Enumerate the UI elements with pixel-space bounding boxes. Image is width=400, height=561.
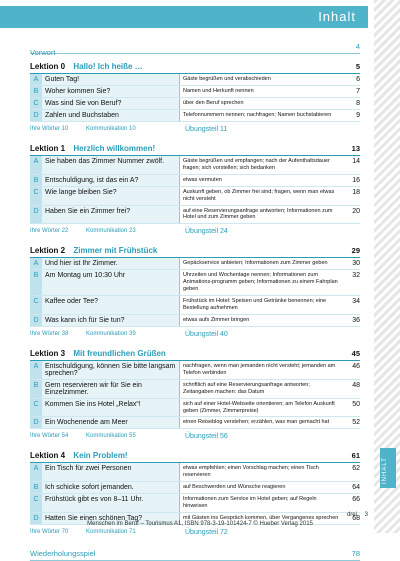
row-page: 30 (352, 260, 360, 268)
lesson-title: Hallo! Ich heiße … (73, 62, 143, 71)
row-description: etwas vermuten (179, 175, 342, 186)
credits: Menschen im Beruf – Tourismus A1, ISBN 978-3-19-101424-7 © Hueber Verlag 2015 (87, 521, 313, 527)
row-description: Frühstück im Hotel: Speisen und Getränke benennen; eine Bestellung aufnehmen (179, 296, 342, 314)
row-title: Guten Tag! (42, 74, 179, 85)
lesson-footer (30, 125, 360, 136)
row-title: Frühstück gibt es von 8–11 Uhr. (42, 494, 179, 512)
kommunikation-link[interactable]: Kommunikation 71 (86, 528, 136, 535)
kommunikation-link[interactable]: Kommunikation 39 (86, 330, 136, 337)
lesson-page: 13 (351, 144, 360, 153)
toc-row[interactable] (30, 258, 360, 270)
row-page: 62 (352, 465, 360, 473)
lesson-title: Kein Problem! (73, 451, 128, 461)
row-title: Kaffee oder Tee? (42, 296, 179, 314)
lesson-section (30, 244, 360, 340)
row-page: 9 (356, 112, 360, 119)
page-number: 3 (364, 512, 368, 518)
row-description: etwas aufs Zimmer bringen (179, 315, 342, 326)
lesson-footer (30, 432, 360, 443)
row-page: 36 (352, 316, 360, 324)
vorwort-label[interactable]: Vorwort (30, 48, 56, 57)
row-letter: D (30, 417, 42, 428)
lesson-title: Zimmer mit Frühstück (73, 246, 158, 256)
row-description: auf Beschwerden und Wünsche reagieren (179, 482, 342, 493)
row-description: Telefonnummern nennen; nachfragen; Namen buchstabieren (179, 110, 342, 121)
lesson-id: Lektion 2 (30, 246, 66, 256)
wiederholung-label[interactable]: Wiederholungsspiel (30, 548, 96, 558)
row-description: auf eine Reservierungsanfrage antworten; Informationen zum Hotel und zum Zimmer geben (179, 206, 342, 224)
lesson-heading (30, 144, 155, 153)
row-letter: A (30, 361, 42, 379)
row-title: Ein Tisch für zwei Personen (42, 463, 179, 481)
lesson-id: Lektion 0 (30, 62, 66, 71)
row-description: Auskunft geben, ob Zimmer frei sind; fragen, wenn man etwas nicht versteht (179, 187, 342, 205)
ihre-woerter-link[interactable]: Ihre Wörter 70 (30, 528, 69, 535)
lesson-page: 29 (351, 246, 360, 256)
vorwort-entry[interactable] (30, 40, 360, 57)
row-title: Ich schicke sofort jemanden. (42, 482, 179, 493)
lesson-header[interactable] (30, 244, 360, 258)
row-letter: C (30, 399, 42, 417)
row-letter: C (30, 494, 42, 512)
page-footer-label: drei (346, 512, 357, 518)
lesson-header[interactable] (30, 142, 360, 156)
row-page: 66 (352, 496, 360, 504)
uebungsteil-link[interactable]: Übungsteil 40 (185, 330, 228, 338)
row-letter: B (30, 86, 42, 97)
row-page: 7 (356, 88, 360, 95)
row-letter: A (30, 463, 42, 481)
toc-row[interactable] (30, 463, 360, 482)
row-page: 6 (356, 76, 360, 83)
lesson-id: Lektion 3 (30, 348, 66, 358)
lesson-header[interactable] (30, 347, 360, 361)
page-footer (347, 512, 368, 518)
row-letter: D (30, 513, 42, 524)
uebungsteil-link[interactable]: Übungsteil 24 (185, 228, 228, 236)
toc-row[interactable] (30, 482, 360, 494)
toc-row[interactable] (30, 296, 360, 315)
uebungsteil-link[interactable]: Übungsteil 72 (185, 528, 228, 536)
row-title: Sie haben das Zimmer Nummer zwölf. (42, 156, 179, 174)
lesson-header[interactable] (30, 60, 360, 74)
toc-row[interactable] (30, 380, 360, 399)
uebungsteil-link[interactable]: Übungsteil 56 (185, 433, 228, 441)
row-letter: D (30, 206, 42, 224)
row-description: mit Gästen ins Gespräch kommen, über Vergangenes sprechen (179, 513, 342, 524)
row-page: 32 (352, 272, 360, 280)
lesson-section (30, 142, 360, 238)
toc-row[interactable] (30, 417, 360, 429)
row-page: 46 (352, 362, 360, 370)
lesson-heading (30, 246, 157, 255)
side-tab (380, 448, 396, 488)
toc-row[interactable] (30, 98, 360, 110)
lesson-heading (30, 451, 128, 460)
row-title: Wie lange bleiben Sie? (42, 187, 179, 205)
toc-row[interactable] (30, 361, 360, 380)
toc-row[interactable] (30, 86, 360, 98)
row-letter: A (30, 74, 42, 85)
row-title: Entschuldigung, ist das ein A? (42, 175, 179, 186)
row-title: Zahlen und Buchstaben (42, 110, 179, 121)
toc-row[interactable] (30, 187, 360, 206)
row-description: Gepäckservice anbieten; Informationen zum Zimmer geben (179, 258, 342, 269)
row-title: Haben Sie ein Zimmer frei? (42, 206, 179, 224)
row-title: Entschuldigung, können Sie bitte langsam sprechen? (42, 361, 179, 379)
ihre-woerter-link[interactable]: Ihre Wörter 54 (30, 433, 69, 440)
row-title: Und hier ist Ihr Zimmer. (42, 258, 179, 269)
lesson-section (30, 60, 360, 136)
row-title: Hatten Sie einen schönen Tag? (42, 513, 179, 524)
side-tab-label: INHALT (382, 457, 388, 484)
toc-row[interactable] (30, 175, 360, 187)
row-title: Kommen Sie ins Hotel „Relax“! (42, 399, 179, 417)
toc-row[interactable] (30, 206, 360, 225)
row-page: 48 (352, 381, 360, 389)
row-letter: B (30, 270, 42, 295)
page-title: Inhalt (318, 9, 356, 24)
row-letter: C (30, 98, 42, 109)
row-page: 52 (352, 419, 360, 427)
toc-row[interactable] (30, 494, 360, 513)
row-page: 16 (352, 176, 360, 184)
lesson-section (30, 347, 360, 444)
row-description: schriftlich auf eine Reservierungsanfrage antworten; Zeitangaben machen: das Datum (179, 380, 342, 398)
uebungsteil-link[interactable]: Übungsteil 11 (185, 126, 228, 133)
ihre-woerter-link[interactable]: Ihre Wörter 10 (30, 126, 69, 132)
toc-content (30, 40, 360, 561)
vorwort-page: 4 (355, 42, 360, 51)
row-description: Informationen zum Service im Hotel geben; auf Regeln hinweisen (179, 494, 342, 512)
lesson-header[interactable] (30, 449, 360, 463)
row-title: Gern reservieren wir für Sie ein Einzelzimmer. (42, 380, 179, 398)
kommunikation-link[interactable]: Kommunikation 23 (86, 228, 136, 235)
row-letter: C (30, 296, 42, 314)
title-bar (0, 6, 368, 28)
row-title: Ein Wochenende am Meer (42, 417, 179, 428)
row-page: 20 (352, 207, 360, 215)
row-letter: A (30, 258, 42, 269)
row-page: 68 (352, 514, 360, 522)
row-description: Gäste begrüßen und verabschieden (179, 74, 342, 85)
row-letter: C (30, 187, 42, 205)
row-letter: B (30, 482, 42, 493)
row-title: Was sind Sie von Beruf? (42, 98, 179, 109)
lesson-footer (30, 227, 360, 238)
row-page: 50 (352, 400, 360, 408)
wiederholung-page: 78 (351, 548, 360, 558)
row-page: 34 (352, 297, 360, 305)
row-title: Was kann ich für Sie tun? (42, 315, 179, 326)
row-description: nachfragen, wenn man jemanden nicht versteht; jemanden am Telefon verbinden (179, 361, 342, 379)
row-letter: B (30, 175, 42, 186)
row-description: Gäste begrüßen und empfangen; nach der Aufenthaltsdauer fragen; sich vorstellen; sich bedanken (179, 156, 342, 174)
row-page: 14 (352, 158, 360, 165)
lesson-id: Lektion 4 (30, 451, 66, 461)
lesson-title: Herzlich willkommen! (73, 144, 156, 153)
toc-row[interactable] (30, 110, 360, 122)
row-description: Namen und Herkunft nennen (179, 86, 342, 97)
lesson-page: 61 (351, 451, 360, 461)
toc-row[interactable] (30, 399, 360, 418)
lesson-page: 5 (355, 62, 360, 71)
row-letter: A (30, 156, 42, 174)
row-letter: D (30, 315, 42, 326)
kommunikation-link[interactable]: Kommunikation 55 (86, 433, 136, 440)
lesson-heading (30, 349, 166, 358)
row-description: Uhrzeiten und Wochentage nennen; Informationen zum Animations-programm geben; Informationen zu einem Fahrplan geben (179, 270, 342, 295)
lessons-list (30, 60, 360, 539)
lesson-id: Lektion 1 (30, 144, 66, 153)
row-page: 18 (352, 188, 360, 196)
toc-row[interactable] (30, 315, 360, 327)
row-page: 64 (352, 484, 360, 492)
row-description: etwas empfehlen; einen Vorschlag machen; einen Tisch reservieren (179, 463, 342, 481)
row-description: einen Reiseblog verstehen; erzählen, was man gemacht hat (179, 417, 342, 428)
lesson-heading (30, 62, 143, 71)
wiederholung-entry[interactable] (30, 547, 360, 561)
toc-row[interactable] (30, 156, 360, 175)
row-letter: D (30, 110, 42, 121)
lesson-page: 45 (351, 348, 360, 358)
ihre-woerter-link[interactable]: Ihre Wörter 22 (30, 228, 69, 235)
toc-row[interactable] (30, 74, 360, 86)
row-letter: B (30, 380, 42, 398)
row-page: 8 (356, 100, 360, 107)
row-description: über den Beruf sprechen (179, 98, 342, 109)
lesson-footer (30, 330, 360, 341)
lesson-title: Mit freundlichen Grüßen (73, 348, 166, 358)
row-title: Am Montag um 10:30 Uhr (42, 270, 179, 295)
toc-row[interactable] (30, 270, 360, 296)
row-title: Woher kommen Sie? (42, 86, 179, 97)
lesson-footer (30, 528, 360, 539)
ihre-woerter-link[interactable]: Ihre Wörter 38 (30, 330, 69, 337)
kommunikation-link[interactable]: Kommunikation 10 (86, 126, 136, 132)
row-description: sich auf einer Hotel-Webseite orientieren; am Telefon Auskunft geben (Zimmer, Zimmerpreise) (179, 399, 342, 417)
